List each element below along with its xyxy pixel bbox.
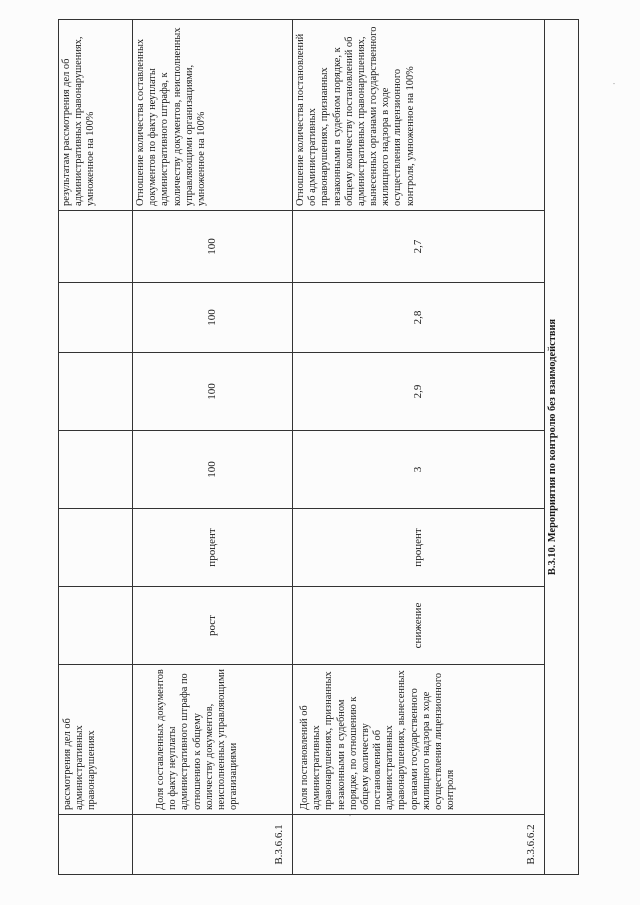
- value-cell: [59, 283, 133, 353]
- formula-cell: [133, 20, 293, 211]
- code-cell: В.3.6.6.1: [133, 815, 293, 875]
- value-cell: [59, 211, 133, 283]
- formula-cell: [293, 20, 545, 211]
- description-text: Доля постановлений об административных правонарушениях, признанных незаконными в судебном порядке, по отношению к общему количеству постановлений об административных правонарушениях, вынесенных органами государственного жилищного надзора в ходе осуществления лицензионного контроля: [299, 670, 457, 810]
- scan-speck: ·: [346, 814, 355, 817]
- description-text: рассмотрения дел об административных правонарушениях: [62, 718, 98, 810]
- description-text: Доля составленных документов по факту неуплаты административного штрафа по отношению к общему количеству документов, неисполненных управляющими организациями: [155, 669, 240, 810]
- formula-text: результатам рассмотрения дел об административных правонарушениях, умноженное на 100%: [61, 36, 97, 206]
- description-cell: [59, 665, 133, 815]
- value-cell: 2,9: [293, 353, 545, 431]
- table-row: [59, 20, 133, 875]
- value-cell: 100: [133, 211, 293, 283]
- code-cell: В.3.6.6.2: [293, 815, 545, 875]
- value-cell: [59, 431, 133, 509]
- unit-cell: [59, 509, 133, 587]
- table-row: [293, 20, 545, 875]
- unit-cell: процент: [293, 509, 545, 587]
- value-cell: 2,8: [293, 283, 545, 353]
- value-cell: 100: [133, 431, 293, 509]
- unit-cell: процент: [133, 509, 293, 587]
- direction-cell: рост: [133, 587, 293, 665]
- value-cell: [59, 353, 133, 431]
- direction-cell: [59, 587, 133, 665]
- description-cell: [133, 665, 293, 815]
- scan-speck: ·: [610, 82, 619, 85]
- section-caption: В.3.10. Мероприятия по контролю без взаимодействия: [545, 20, 579, 875]
- formula-cell: [59, 20, 133, 211]
- table-row: [133, 20, 293, 875]
- value-cell: 2,7: [293, 211, 545, 283]
- direction-cell: снижение: [293, 587, 545, 665]
- description-cell: [293, 665, 545, 815]
- indicators-table: [58, 19, 579, 875]
- value-cell: 100: [133, 283, 293, 353]
- value-cell: 3: [293, 431, 545, 509]
- formula-text: Отношение количества составленных документов по факту неуплаты административного штрафа, к количеству документов, неисполненных управляющими организациями, умноженное на 100%: [135, 27, 207, 206]
- formula-text: Отношение количества постановлений об административных правонарушениях, признанных незаконными в судебном порядке, к общему количеству постановлений об административных правонарушениях, вынесенных органами государственного жилищного надзора в ходе осуществления лицензионного контроля, умноженное на 100%: [295, 26, 416, 206]
- table-row: [545, 20, 579, 875]
- value-cell: 100: [133, 353, 293, 431]
- code-cell: [59, 815, 133, 875]
